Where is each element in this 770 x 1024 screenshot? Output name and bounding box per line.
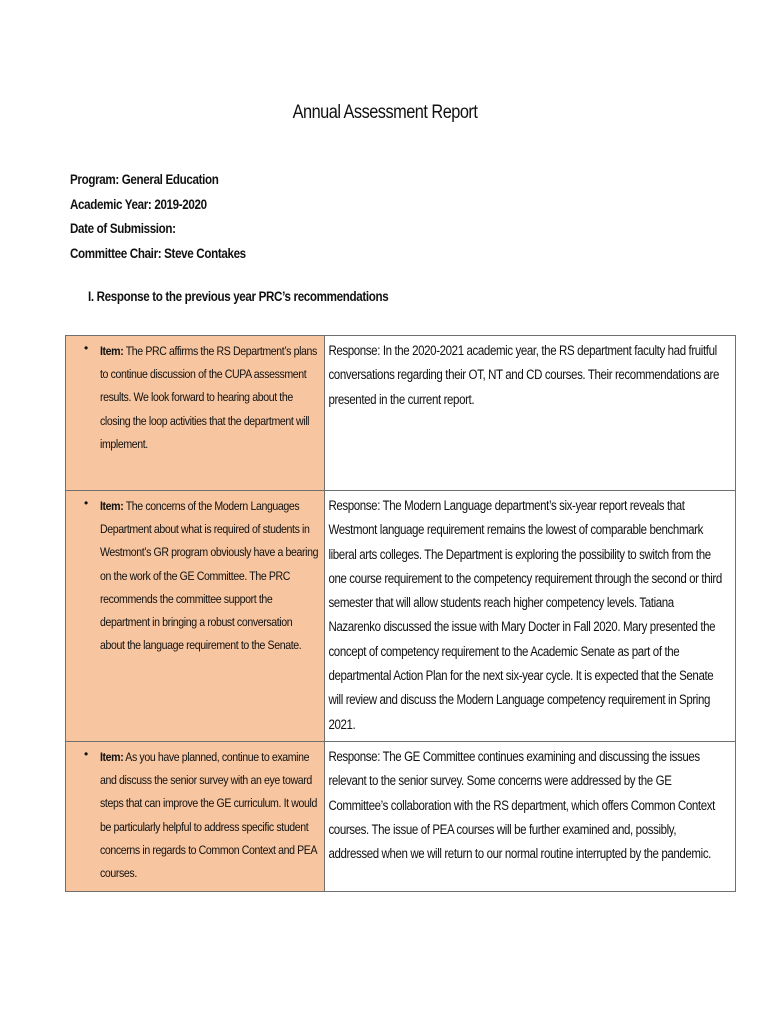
item-cell [66, 336, 325, 491]
item-label: Item: [100, 344, 124, 358]
response-cell [325, 741, 736, 891]
submission-date-line: Date of Submission: [70, 221, 176, 236]
recommendations-table [65, 335, 736, 892]
table-row [66, 336, 736, 491]
item-description: The concerns of the Modern Languages Department about what is required of students in Westmont’s GR program obviously have a bearing on the work of the GE Committee. The PRC recommends the committee support the department in bringing a robust conversation about the language requirement to the Senate. [100, 499, 319, 653]
item-label: Item: [100, 499, 124, 513]
response-text: Response: The GE Committee continues examining and discussing the issues relevant to the senior survey. Some concerns were addressed by the GE Committee’s collaboration with the RS department, which offers Common Context courses. The issue of PEA courses will be further examined and, possibly, addressed when we will return to our normal routine interrupted by the pandemic. [328, 748, 715, 862]
item-cell [66, 741, 325, 891]
bullet-icon: • [84, 746, 89, 761]
response-text: Response: In the 2020-2021 academic year, the RS department faculty had fruitful conversations regarding their OT, NT and CD courses. Their recommendations are presented in the current report. [328, 343, 720, 407]
program-line: Program: General Education [70, 172, 219, 187]
document-title: Annual Assessment Report [292, 102, 478, 123]
bullet-icon: • [84, 496, 89, 510]
response-text: Response: The Modern Language department’s six-year report reveals that Westmont language requirement remains the lowest of comparable benchmark liberal arts colleges. The Department is exploring the possibility to switch from the one course requirement to the competency requirement through the second or third semester that will allow students reach higher competency levels. Tatiana Nazarenko discussed the issue with Mary Docter in Fall 2020. Mary presented the concept of competency requirement to the Academic Senate as part of the departmental Action Plan for the next six-year cycle. It is expected that the Senate will review and discuss the Modern Language competency requirement in Spring 2021. [328, 498, 722, 732]
section-heading: I. Response to the previous year PRC’s recommendations [88, 289, 389, 304]
table-row [66, 491, 736, 742]
academic-year-line: Academic Year: 2019-2020 [70, 196, 207, 212]
item-text [100, 746, 319, 885]
report-metadata [70, 168, 274, 266]
item-cell [66, 491, 325, 742]
item-label: Item: [100, 749, 124, 764]
item-text [100, 340, 319, 456]
response-cell [325, 491, 736, 742]
item-description: The PRC affirms the RS Department’s plans to continue discussion of the CUPA assessment results. We look forward to hearing about the closing the loop activities that the department will implement. [100, 344, 317, 451]
committee-chair-line: Committee Chair: Steve Contakes [70, 245, 246, 261]
bullet-icon: • [84, 341, 89, 355]
response-cell [325, 336, 736, 491]
item-text [100, 495, 319, 657]
item-description: As you have planned, continue to examine and discuss the senior survey with an eye toward steps that can improve the GE curriculum. It would be particularly helpful to address specific student concerns in regards to Common Context and PEA courses. [100, 749, 317, 880]
table-row [66, 741, 736, 891]
